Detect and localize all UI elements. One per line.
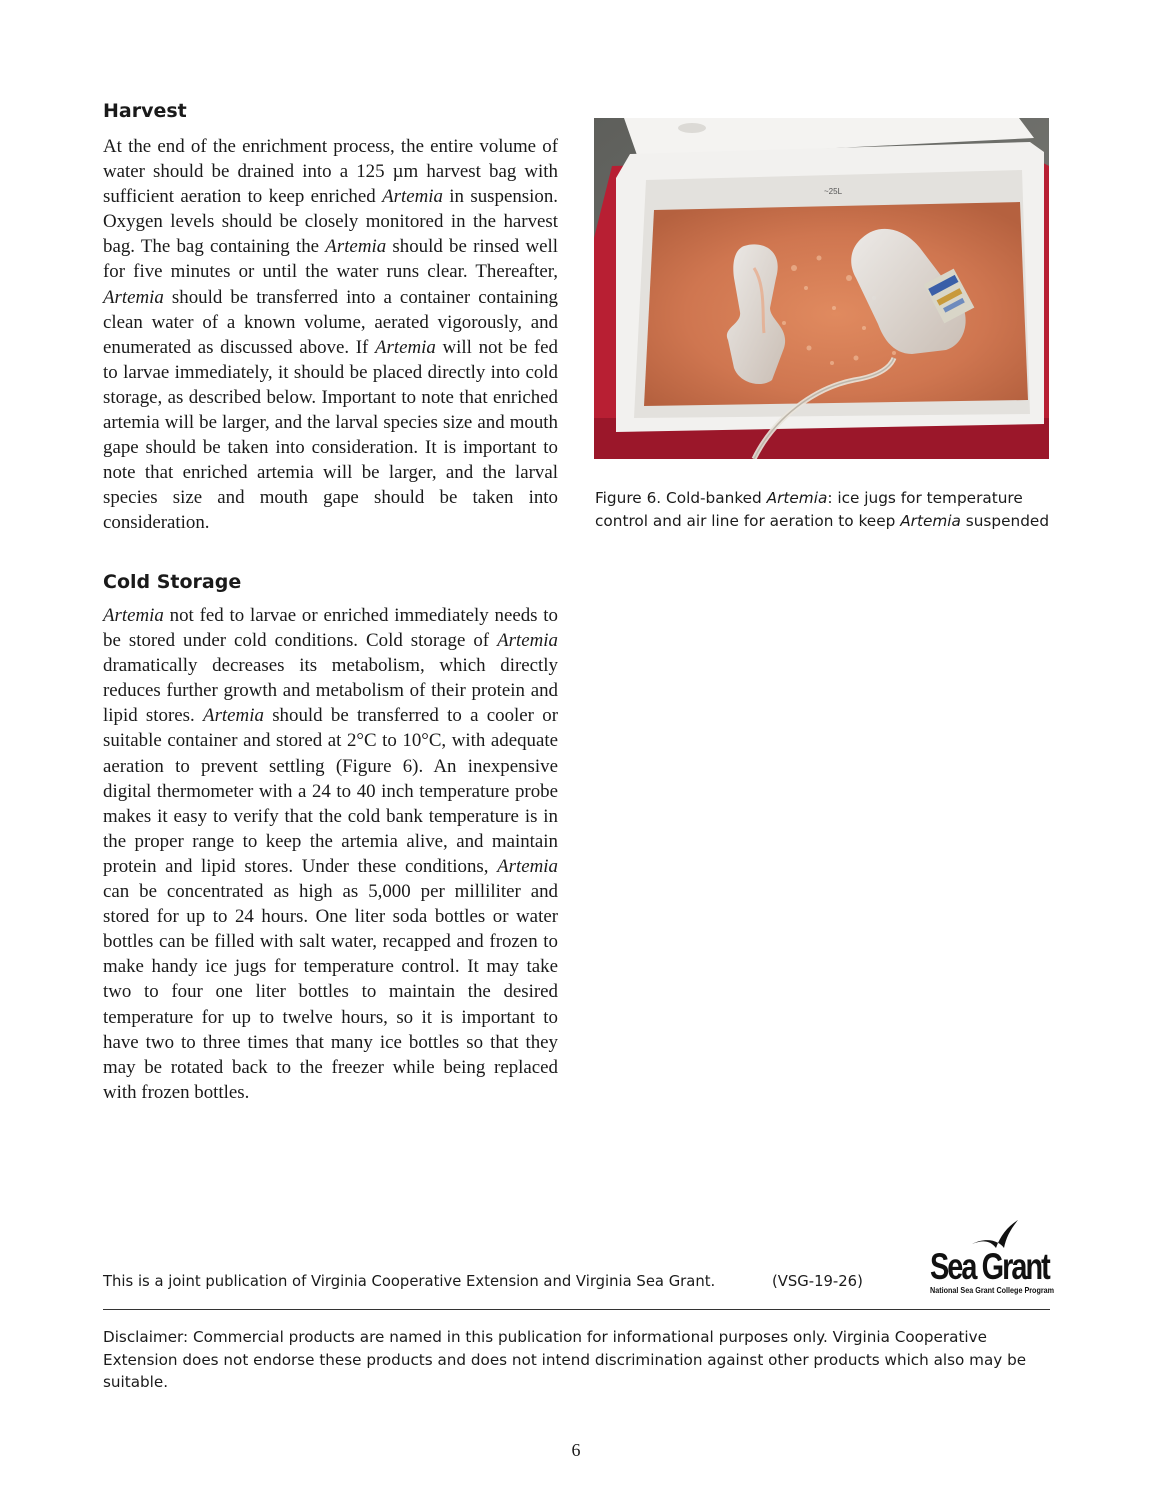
- harvest-text-1: At the end of the enrichment process, the entire volume of water should be drained into a 125 µm harvest bag with sufficient aeration to keep enriched: [103, 136, 558, 208]
- harvest-text-2: in suspension. Oxygen levels should be closely monitored in the harvest bag. The bag containing the: [103, 186, 559, 258]
- lid-handle: [678, 123, 706, 133]
- cold-storage-heading: Cold Storage: [103, 571, 242, 593]
- figure-6-photo: [594, 118, 1049, 459]
- cold-text-1: not fed to larvae or enriched immediately needs to be stored under cold conditions. Cold storage of: [103, 605, 558, 652]
- caption-italic-2: Artemia: [900, 511, 961, 530]
- cold-italic-4: Artemia: [497, 855, 558, 877]
- joint-publication-note: This is a joint publication of Virginia Cooperative Extension and Virginia Sea Grant.: [103, 1273, 716, 1290]
- sea-grant-tagline: National Sea Grant College Program: [930, 1285, 1055, 1295]
- caption-text-2: : ice jugs for temperature control and air line for aeration to keep: [595, 489, 1023, 530]
- cooler-capacity-mark: ~25L: [824, 187, 843, 196]
- cooler-illustration: [594, 118, 1049, 459]
- cold-text-4: can be concentrated as high as 5,000 per milliliter and stored for up to 24 hours. One liter soda bottles or water bottles can be filled with salt water, recapped and frozen to make handy ice jugs for temperature control. It may take two to four one liter bottles to maintain the desired temperature for up to twelve hours, so it is important to have two to three times that many ice bottles so that they may be rotated back to the freezer while being replaced with frozen bottles.: [103, 881, 558, 1103]
- disclaimer: Disclaimer: Commercial products are named in this publication for informational purposes only. Virginia Cooperative Extension does not endorse these products and does not intend discrimination against other products which also may be suitable.: [103, 1328, 1027, 1391]
- caption-italic-1: Artemia: [766, 489, 828, 507]
- harvest-italic-1: Artemia: [382, 186, 443, 208]
- cold-italic-2: Artemia: [497, 630, 558, 652]
- sea-grant-wordmark: Sea Grant: [930, 1246, 1049, 1287]
- cold-storage-paragraph: [103, 603, 558, 1105]
- harvest-italic-2: Artemia: [325, 236, 387, 258]
- harvest-paragraph: [103, 134, 558, 536]
- harvest-text-5: will not be fed to larvae immediately, it should be placed directly into cold storage, as described below. Important to note that enriched artemia will be larger, and the larval species size and mouth gape should be taken into consideration. It is important to note that enriched artemia will be larger, and the larval species size and mouth gape should be taken into consideration.: [103, 336, 558, 534]
- caption-text-1: Figure 6. Cold-banked: [595, 489, 767, 507]
- harvest-heading: Harvest: [103, 100, 187, 122]
- publication-code: (VSG-19-26): [772, 1273, 863, 1290]
- page-number: 6: [571, 1440, 581, 1460]
- cold-italic-1: Artemia: [103, 605, 164, 626]
- footer-divider: [103, 1309, 1050, 1310]
- cold-text-3: should be transferred to a cooler or suitable container and stored at 2°C to 10°C, with adequate aeration to prevent settling (Figure 6). An inexpensive digital thermometer with a 24 to 40 inch temperature probe makes it easy to verify that the cold bank temperature is in the proper range to keep the artemia alive, and maintain protein and lipid stores. Under these conditions,: [103, 705, 558, 877]
- harvest-text-4: should be transferred into a container containing clean water of a known volume, aerated vigorously, and enumerated as discussed above. If: [103, 286, 558, 358]
- caption-text-3: suspended: [960, 511, 1050, 530]
- sea-grant-logo: [930, 1218, 1055, 1298]
- cold-text-2: dramatically decreases its metabolism, which directly reduces further growth and metabolism of their protein and lipid stores.: [103, 655, 558, 727]
- figure-6-caption: [595, 487, 1050, 532]
- harvest-italic-4: Artemia: [374, 336, 436, 358]
- harvest-text-3: should be rinsed well for five minutes or until the water runs clear. Thereafter,: [103, 236, 559, 283]
- cold-italic-3: Artemia: [203, 705, 264, 727]
- harvest-italic-3: Artemia: [103, 286, 164, 308]
